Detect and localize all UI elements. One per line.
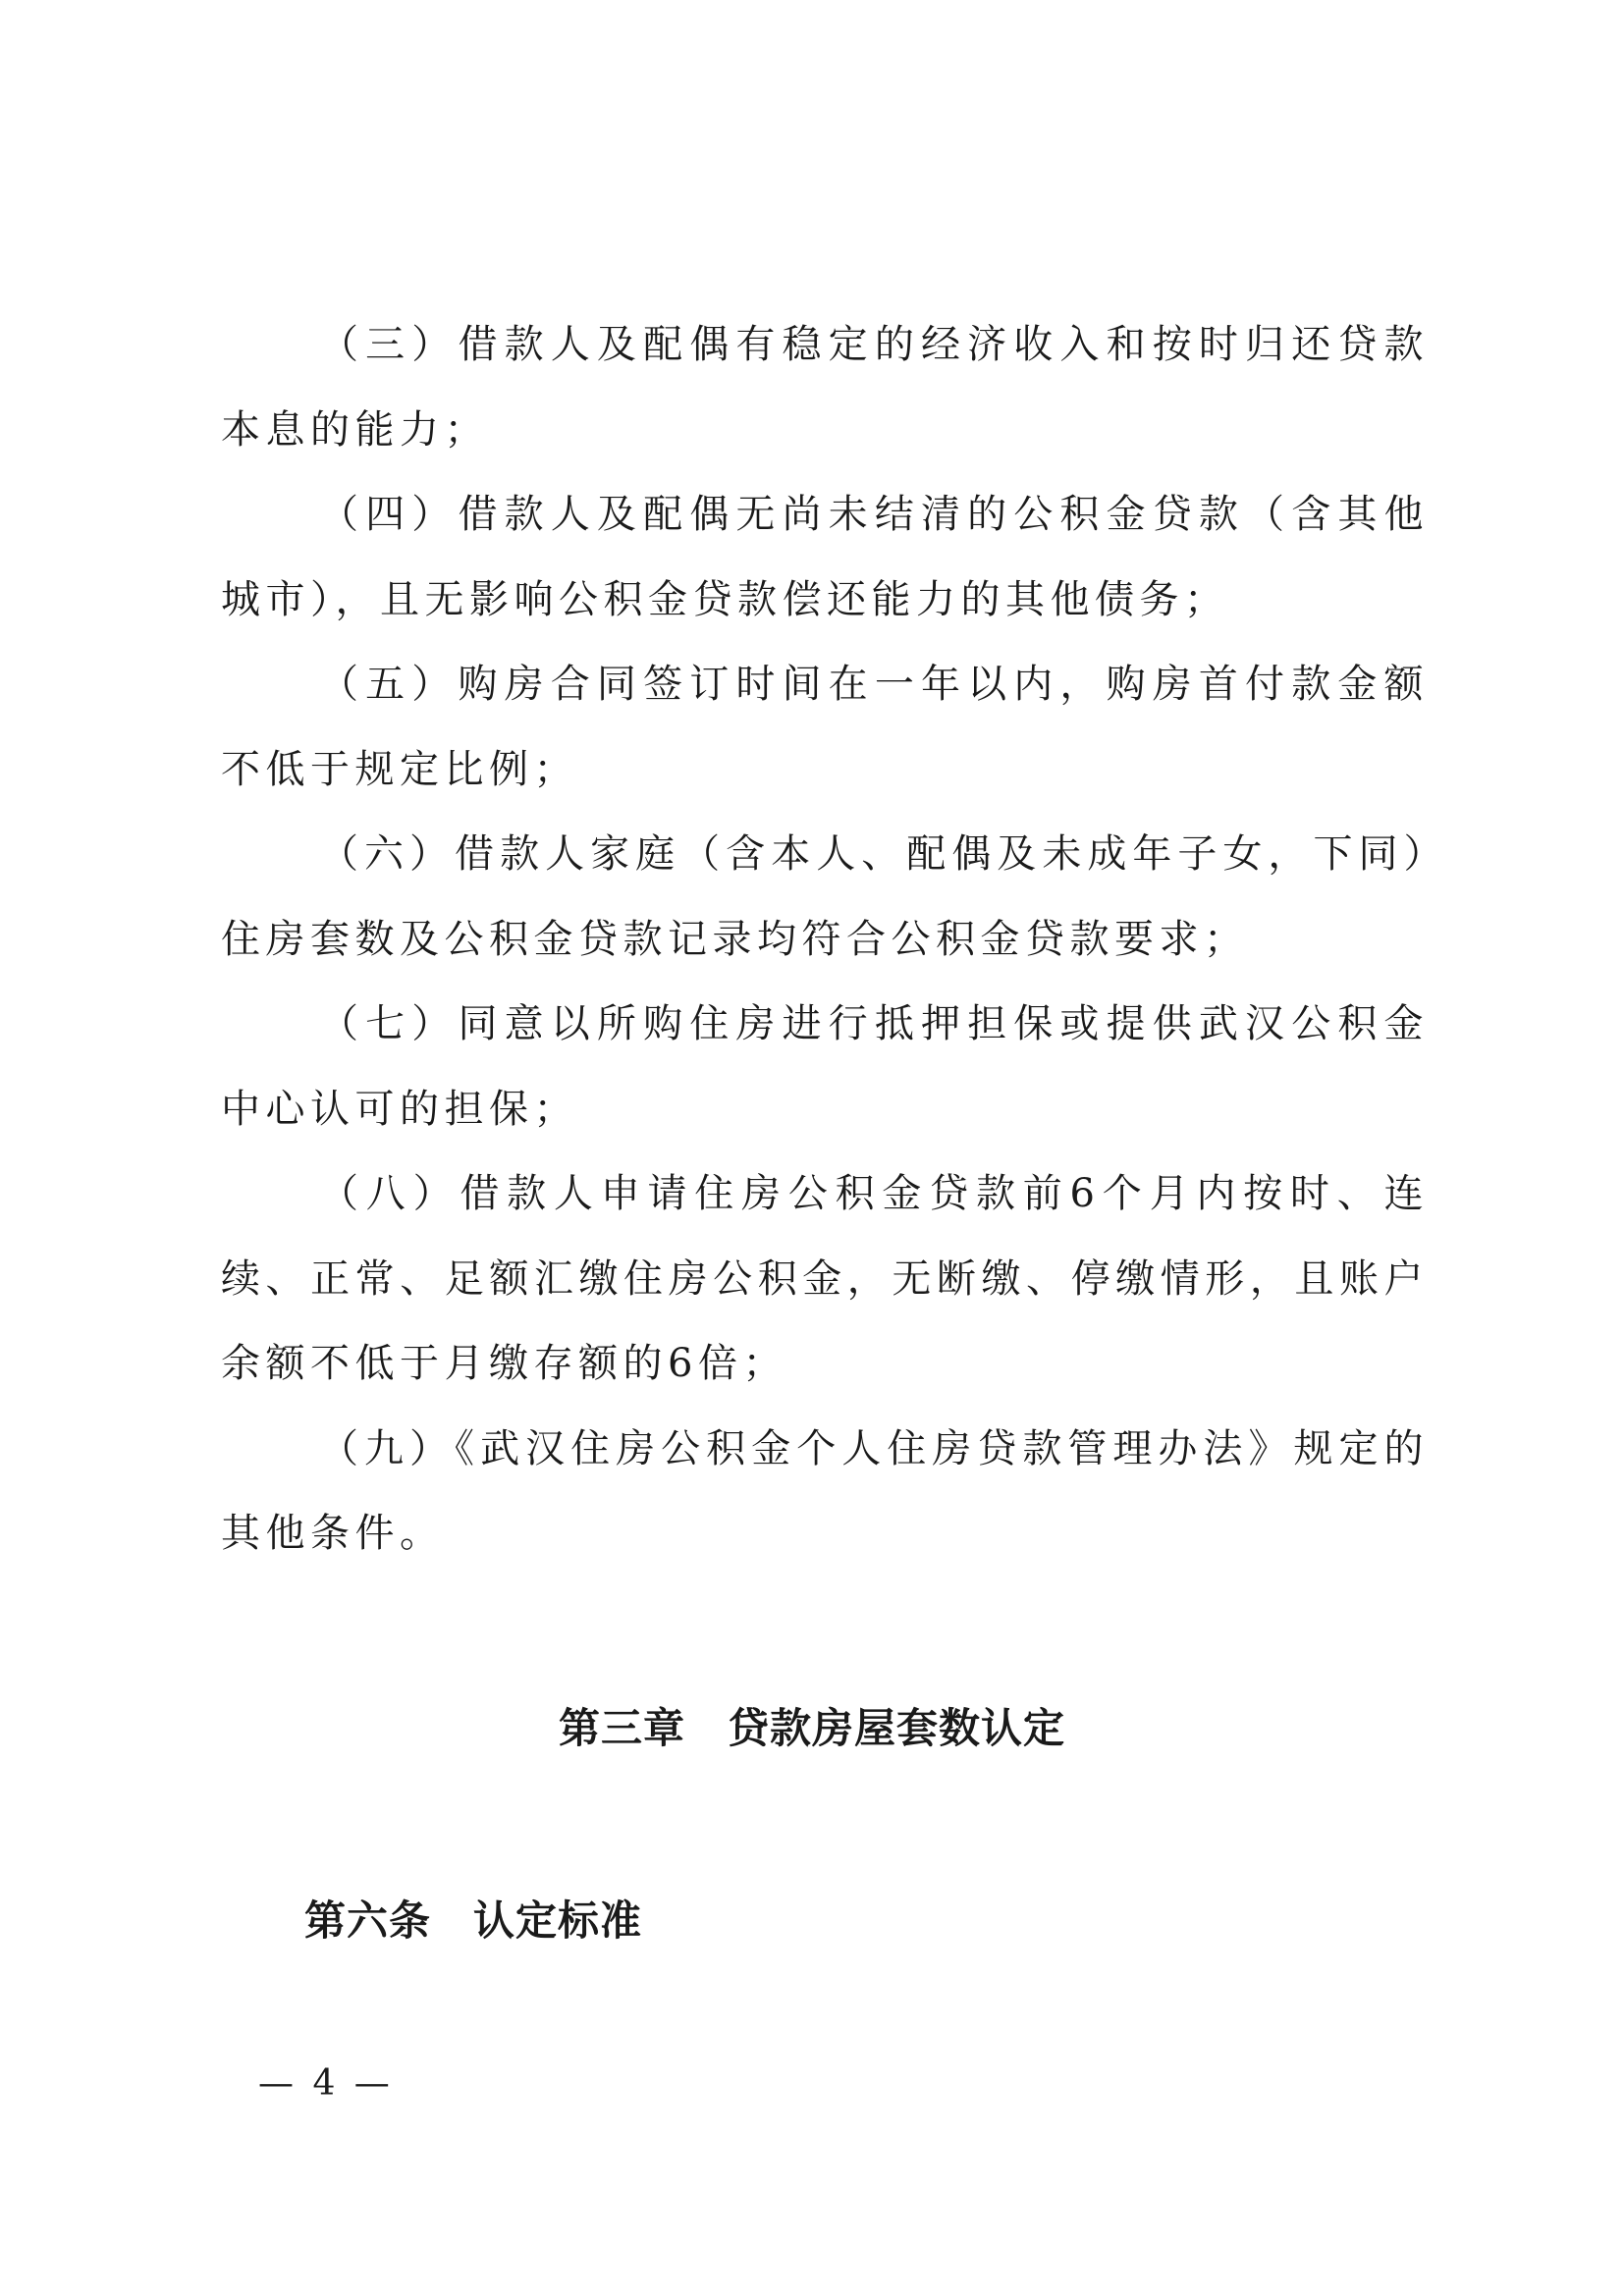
- paragraph-condition-4: （四）借款人及配偶无尚未结清的公积金贷款（含其他城市），且无影响公积金贷款偿还能力的其他债务；: [221, 492, 1429, 622]
- article-title: 第六条 认定标准: [304, 1896, 643, 1945]
- chapter-title: 第三章 贷款房屋套数认定: [558, 1704, 1065, 1752]
- paragraph-condition-6: （六）借款人家庭（含本人、配偶及未成年子女，下同）住房套数及公积金贷款记录均符合公积金贷款要求；: [221, 831, 1429, 962]
- body-text: [221, 302, 1429, 1576]
- paragraph-condition-3: （三）借款人及配偶有稳定的经济收入和按时归还贷款本息的能力；: [221, 322, 1429, 453]
- paragraph-condition-7: （七）同意以所购住房进行抵押担保或提供武汉公积金中心认可的担保；: [221, 1001, 1429, 1132]
- paragraph-condition-5: （五）购房合同签订时间在一年以内，购房首付款金额不低于规定比例；: [221, 662, 1429, 792]
- paragraph-condition-8: （八）借款人申请住房公积金贷款前6个月内按时、连续、正常、足额汇缴住房公积金，无断缴、停缴情形，且账户余额不低于月缴存额的6倍；: [221, 1171, 1429, 1386]
- paragraph-condition-9: （九）《武汉住房公积金个人住房贷款管理办法》规定的其他条件。: [221, 1425, 1429, 1556]
- page-number: — 4 —: [258, 2063, 394, 2104]
